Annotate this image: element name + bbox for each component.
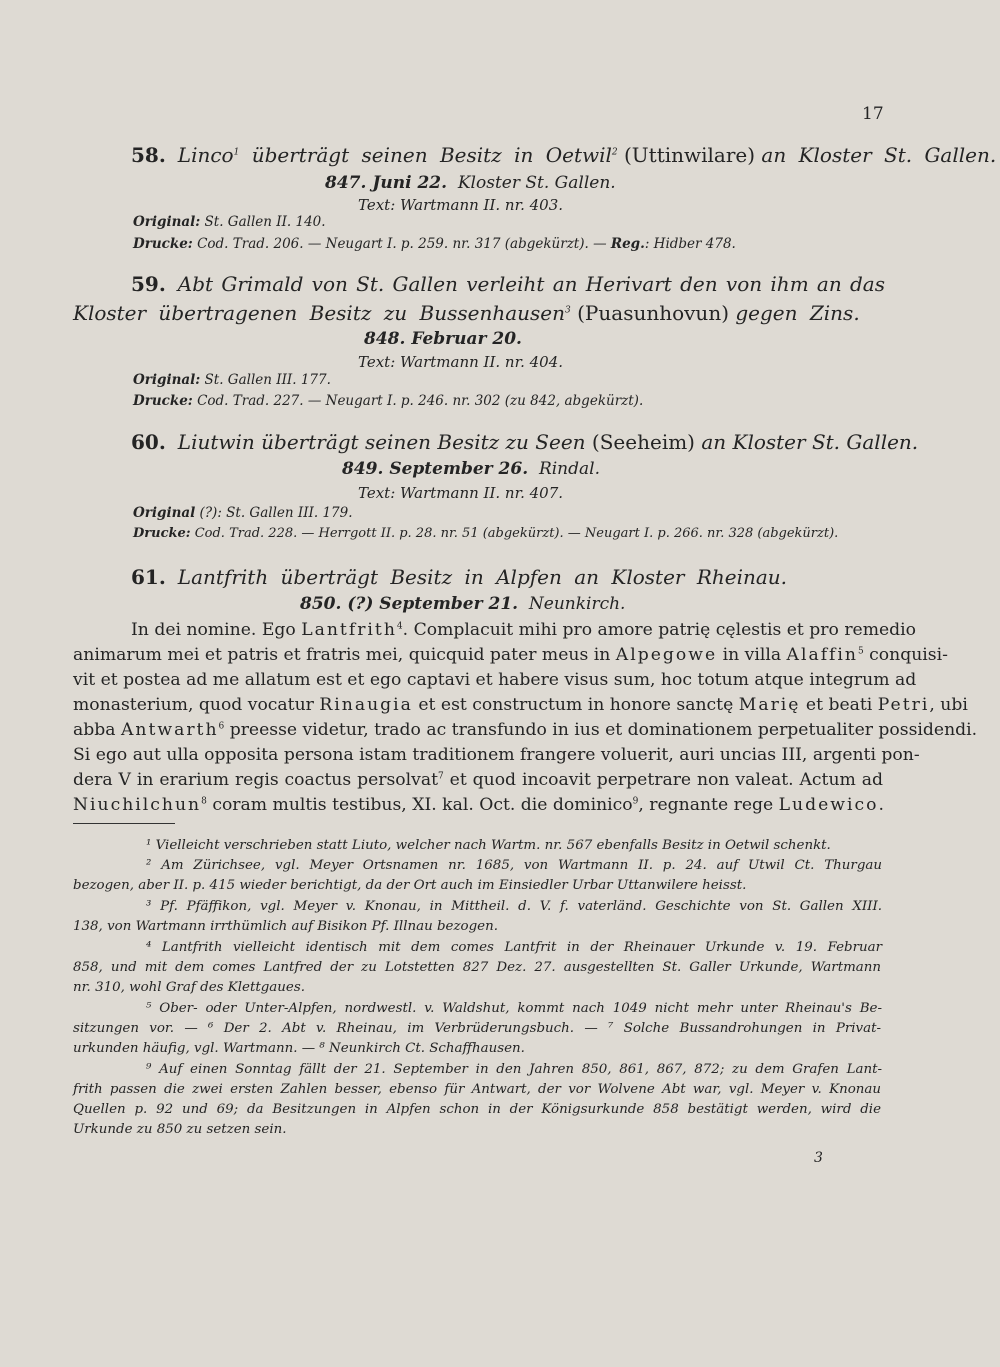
entry-60-title: 60. Liutwin überträgt seinen Besitz zu Seen (Seeheim) an Kloster St. Gallen. [131, 430, 919, 454]
footnote-9-line2: frith passen die zwei ersten Zahlen besser, ebenso für Antwart, der vor Wolvene Abt war, vgl. Meyer v. Knonau [73, 1082, 881, 1097]
footnote-4-line1: ⁴ Lantfrith vielleicht identisch mit dem comes Lantfrit in der Rheinauer Urkunde v. 19. Februar [146, 940, 882, 955]
entry-59-original: Original: St. Gallen III. 177. [133, 372, 331, 388]
body-line-5: abba Antwarth$^6$ preesse videtur, trado ac transfundo in ius et dominationem perpetualiter possidendi. [73, 720, 978, 740]
body-line-7: dera V in erarium regis coactus persolvat$^7$ et quod incoavit perpetrare non valeat. Actum ad [73, 770, 883, 790]
footnote-2-line1: ² Am Zürichsee, vgl. Meyer Ortsnamen nr. 1685, von Wartmann II. p. 24. auf Utwil Ct. Thurgau [146, 858, 882, 873]
entry-58-title: 58. Linco$^1$ überträgt seinen Besitz in Oetwil$^2$ (Uttinwilare) an Kloster St. Gallen. [131, 143, 997, 167]
footnote-2-line2: bezogen, aber II. p. 415 wieder berichtigt, da der Ort auch im Einsiedler Urbar Uttanwilere heisst. [73, 878, 747, 893]
entry-59-title-line2: Kloster übertragenen Besitz zu Bussenhausen$^3$ (Puasunhovun) gegen Zins. [73, 301, 860, 325]
footnote-9-line1: ⁹ Auf einen Sonntag fällt der 21. September in den Jahren 850, 861, 867, 872; zu dem Grafen Lant- [146, 1062, 882, 1077]
entry-60-drucke: Drucke: Cod. Trad. 228. — Herrgott II. p. 28. nr. 51 (abgekürzt). — Neugart I. p. 266. nr. 328 (abgekürzt). [133, 526, 839, 541]
entry-58-text-ref: Text: Wartmann II. nr. 403. [358, 196, 564, 214]
entry-59-date: 848. Februar 20. [364, 329, 522, 349]
page-number: 17 [862, 104, 884, 124]
entry-59-drucke: Drucke: Cod. Trad. 227. — Neugart I. p. 246. nr. 302 (zu 842, abgekürzt). [133, 393, 644, 409]
footnote-3-line1: ³ Pf. Pfäffikon, vgl. Meyer v. Knonau, in Mittheil. d. V. f. vaterländ. Geschichte von St. Gallen XIII. [146, 899, 882, 914]
body-line-2: animarum mei et patris et fratris mei, quicquid pater meus in Alpegowe in villa Alaffin$^5$ conquisi- [73, 645, 948, 665]
signature-mark: 3 [814, 1150, 823, 1166]
entry-58-date: 847. Juni 22. Kloster St. Gallen. [325, 173, 616, 193]
entry-61-title: 61. Lantfrith überträgt Besitz in Alpfen an Kloster Rheinau. [131, 565, 788, 589]
footnote-3-line2: 138, von Wartmann irrthümlich auf Bisikon Pf. Illnau bezogen. [73, 919, 498, 934]
body-line-1: In dei nomine. Ego Lantfrith$^4$. Complacuit mihi pro amore patrię cęlestis et pro remedio [131, 620, 917, 640]
entry-60-original: Original (?): St. Gallen III. 179. [133, 505, 353, 521]
entry-60-text-ref: Text: Wartmann II. nr. 407. [358, 484, 564, 502]
body-line-8: Niuchilchun$^8$ coram multis testibus, XI. kal. Oct. die dominico$^9$, regnante rege Ludewico. [73, 795, 884, 815]
footnote-9-line3: Quellen p. 92 und 69; da Besitzungen in Alpfen schon in der Königsurkunde 858 bestätigt werden, wird die [73, 1102, 881, 1117]
entry-59-title-line1: 59. Abt Grimald von St. Gallen verleiht an Herivart den von ihm an das [131, 272, 885, 296]
entry-58-drucke: Drucke: Cod. Trad. 206. — Neugart I. p. 259. nr. 317 (abgekürzt). — Reg.: Hidber 478. [133, 236, 736, 252]
footnote-5-line3: urkunden häufig, vgl. Wartmann. — ⁸ Neunkirch Ct. Schaffhausen. [73, 1041, 525, 1056]
entry-61-date: 850. (?) September 21. Neunkirch. [300, 594, 626, 614]
body-line-6: Si ego aut ulla opposita persona istam traditionem frangere voluerit, auri uncias III, argenti pon- [73, 745, 920, 765]
footnote-5-line1: ⁵ Ober- oder Unter-Alpfen, nordwestl. v. Waldshut, kommt nach 1049 nicht mehr unter Rheinau's Be- [146, 1001, 882, 1016]
footnote-divider [73, 823, 175, 824]
footnote-9-line4: Urkunde zu 850 zu setzen sein. [73, 1122, 287, 1137]
footnote-1: ¹ Vielleicht verschrieben statt Liuto, welcher nach Wartm. nr. 567 ebenfalls Besitz in Oetwil schenkt. [146, 838, 831, 853]
body-line-4: monasterium, quod vocatur Rinaugia et est constructum in honore sanctę Marię et beati Petri, ubi [73, 695, 968, 715]
body-line-3: vit et postea ad me allatum est et ego captavi et habere visus sum, hoc totum atque integrum ad [73, 670, 917, 690]
entry-58-original: Original: St. Gallen II. 140. [133, 214, 326, 230]
footnote-4-line2: 858, und mit dem comes Lantfred der zu Lotstetten 827 Dez. 27. ausgestellten St. Galler Urkunde, Wartmann [73, 960, 881, 975]
footnote-4-line3: nr. 310, wohl Graf des Klettgaues. [73, 980, 305, 995]
footnote-5-line2: sitzungen vor. — ⁶ Der 2. Abt v. Rheinau, im Verbrüderungsbuch. — ⁷ Solche Bussandrohungen in Privat- [73, 1021, 881, 1036]
entry-59-text-ref: Text: Wartmann II. nr. 404. [358, 353, 564, 371]
entry-60-date: 849. September 26. Rindal. [342, 459, 600, 479]
